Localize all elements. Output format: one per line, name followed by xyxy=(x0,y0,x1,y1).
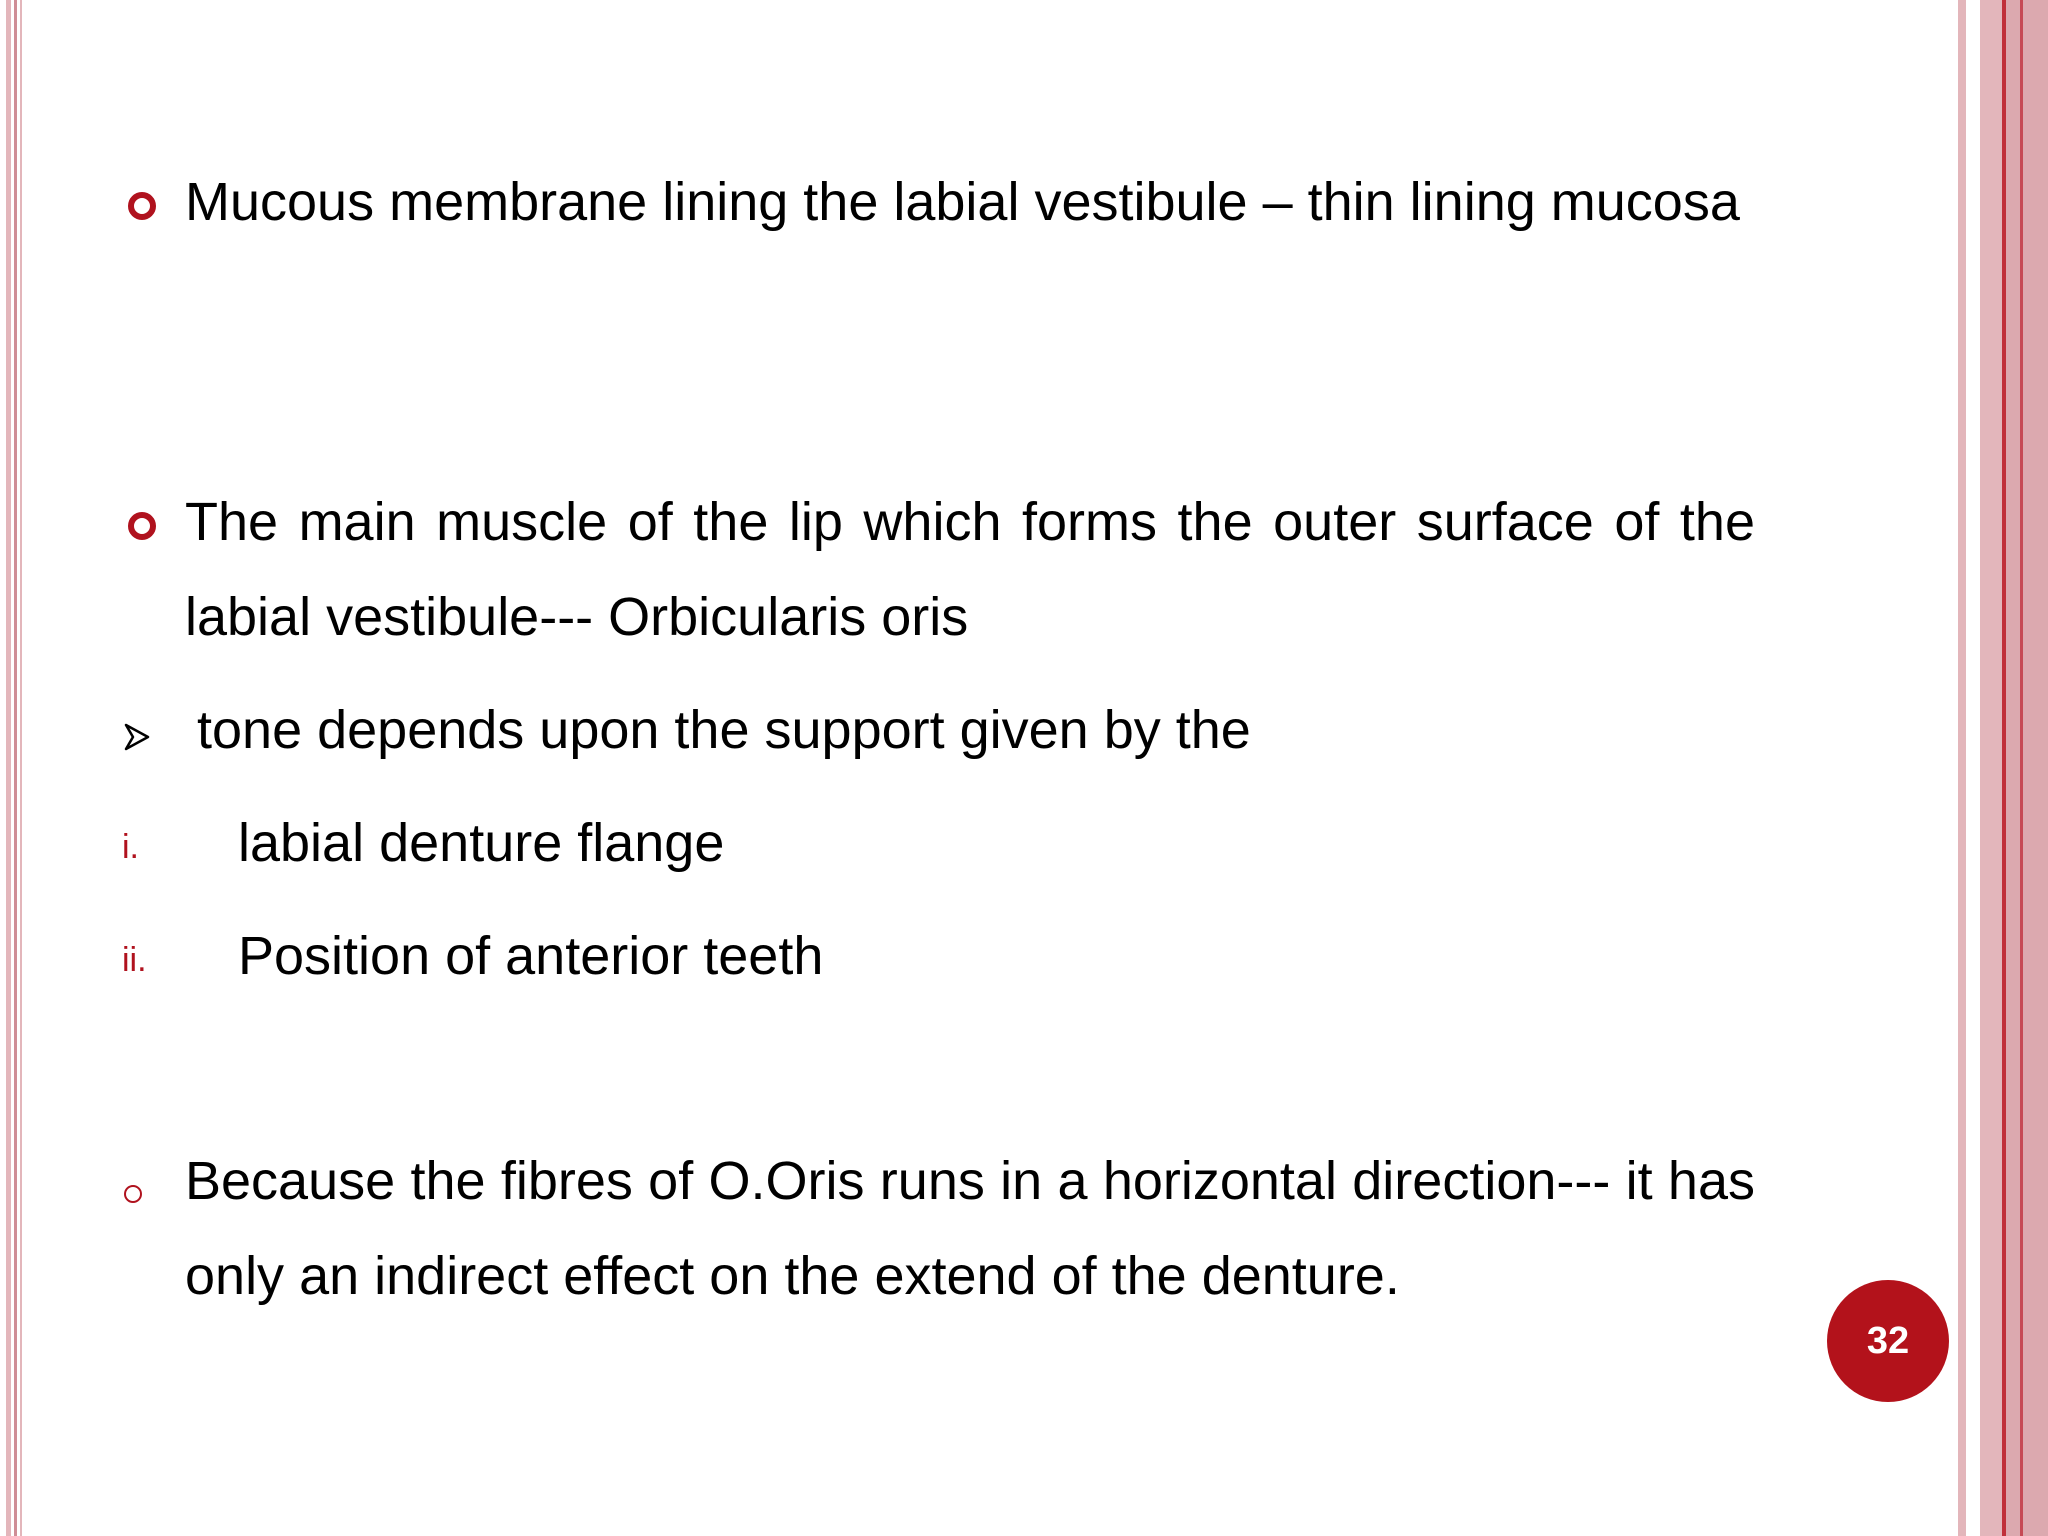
bullet-text-2: The main muscle of the lip which forms the outer surface of the labial vestibule--- Orbicularis oris xyxy=(185,492,1755,647)
left-border-stripe xyxy=(14,0,17,1536)
list-marker-i: i. xyxy=(122,828,139,866)
left-border-stripe xyxy=(6,0,11,1536)
list-item-text-i: labial denture flange xyxy=(238,813,725,873)
bullet-text-3: Because the fibres of O.Oris runs in a horizontal direction--- it has only an indirect effect on the extend of the denture. xyxy=(185,1151,1755,1306)
right-border-stripe xyxy=(1958,0,1966,1536)
right-border-stripe xyxy=(2020,0,2023,1536)
list-item-text-ii: Position of anterior teeth xyxy=(238,926,824,986)
arrow-bullet-icon xyxy=(124,723,150,751)
ring-bullet-icon xyxy=(128,512,156,540)
right-border-stripe xyxy=(2006,0,2048,1536)
sub-bullet-text: tone depends upon the support given by the xyxy=(197,700,1251,760)
right-border-stripe xyxy=(1980,0,2002,1536)
left-border-stripe xyxy=(20,0,22,1536)
bullet-text-1: Mucous membrane lining the labial vestibule – thin lining mucosa xyxy=(185,172,1740,232)
small-ring-bullet-icon xyxy=(124,1185,142,1203)
page-number-badge: 32 xyxy=(1827,1280,1949,1402)
ring-bullet-icon xyxy=(128,192,156,220)
list-marker-ii: ii. xyxy=(122,941,147,979)
right-border-stripe xyxy=(2002,0,2006,1536)
